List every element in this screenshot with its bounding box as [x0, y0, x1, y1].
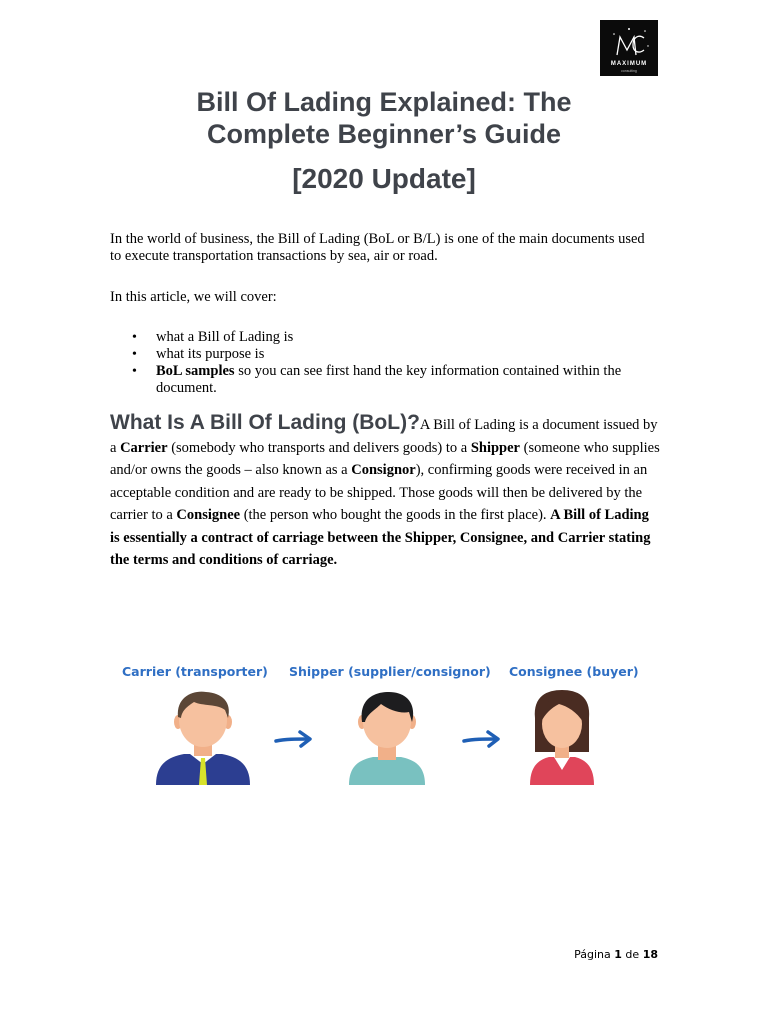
- definition-text: (someone who supplies and/or owns the goods – also known as a: [110, 439, 660, 478]
- mc-monogram-logo-icon: [600, 20, 658, 60]
- footer-mid: de: [621, 948, 643, 961]
- logo-subtext: consulting: [621, 69, 637, 73]
- list-item: [110, 329, 658, 346]
- cover-lead: In this article, we will cover:: [110, 289, 277, 305]
- term-shipper: Shipper: [470, 439, 520, 456]
- company-logo: [600, 20, 658, 76]
- list-item-text: so you can see first hand the key information contained within the document.: [156, 363, 622, 396]
- bullet-icon: •: [132, 347, 137, 362]
- term-carrier: Carrier: [120, 439, 168, 456]
- document-title: [110, 86, 658, 150]
- role-label-consignee: Consignee (buyer): [509, 664, 639, 679]
- definition-text: (the person who bought the goods in the first place).: [240, 507, 551, 523]
- definition-text: (somebody who transports and delivers goods) to a: [167, 439, 471, 456]
- title-update-tag: [2020 Update]: [292, 163, 476, 194]
- definition-summary: A Bill of Lading is essentially a contract of carriage between the Shipper, Consignee, and Carrier stating the terms and conditions of carriage.: [110, 507, 651, 568]
- total-page-count: 18: [642, 948, 658, 961]
- role-label-carrier: Carrier (transporter): [122, 664, 268, 679]
- term-consignee: Consignee: [176, 507, 241, 523]
- right-arrow-icon: [462, 729, 502, 749]
- bullet-icon: •: [132, 330, 137, 345]
- footer-prefix: Página: [574, 948, 615, 961]
- section-heading: What Is A Bill Of Lading (BoL)?: [110, 411, 420, 434]
- carrier-man-avatar-icon: [154, 690, 252, 786]
- list-item: [110, 346, 658, 363]
- list-item-text: what its purpose is: [156, 346, 265, 362]
- definition-paragraph: [110, 412, 660, 572]
- definition-text: ), confirming goods were received in an acceptable condition and are ready to be shipped. Those goods will then be delivered by the carrier to a: [110, 462, 648, 523]
- consignee-woman-avatar-icon: [527, 690, 597, 786]
- list-item-text: what a Bill of Lading is: [156, 329, 294, 345]
- title-line-2: Complete Beginner’s Guide: [206, 119, 562, 149]
- list-item-bold-text: BoL samples: [156, 363, 235, 379]
- bullet-icon: •: [132, 364, 137, 379]
- list-item: [110, 363, 658, 397]
- title-line-1: Bill Of Lading Explained: The: [196, 87, 572, 117]
- intro-paragraph: In the world of business, the Bill of Lading (BoL or B/L) is one of the main documents used to execute transportation transactions by sea, air or road.: [110, 231, 645, 264]
- logo-wordmark: MAXIMUM: [610, 61, 648, 67]
- role-label-shipper: Shipper (supplier/consignor): [289, 664, 491, 679]
- right-arrow-icon: [274, 729, 314, 749]
- shipper-person-avatar-icon: [347, 690, 427, 786]
- definition-text: A Bill of Lading is a document issued by a: [110, 417, 658, 456]
- term-consignor: Consignor: [351, 462, 416, 478]
- page-footer: [540, 948, 658, 961]
- current-page-number: 1: [614, 948, 622, 961]
- coverage-list: [110, 329, 658, 397]
